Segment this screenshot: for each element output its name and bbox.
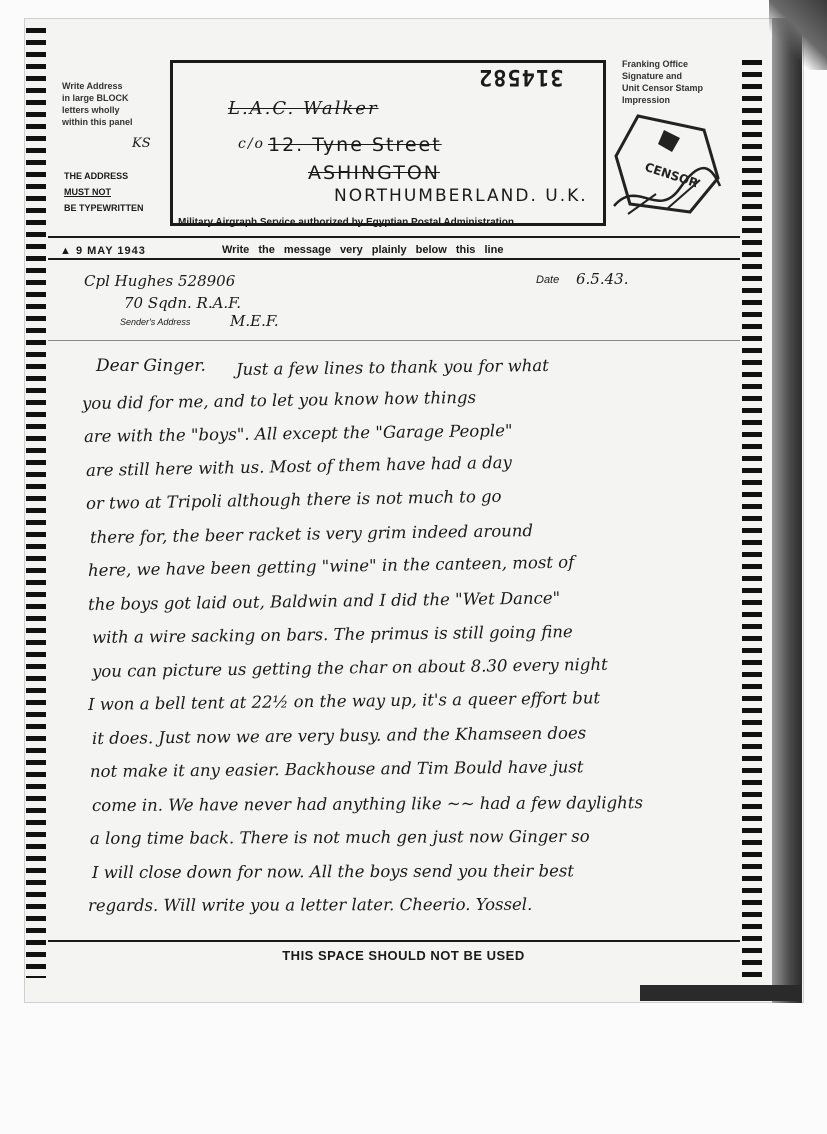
sender-unit: 70 Sqdn. R.A.F. [124,294,242,312]
reserved-space-text: THIS SPACE SHOULD NOT BE USED [282,948,525,963]
warning-line: BE TYPEWRITTEN [64,203,144,213]
date-label: Date [536,274,560,286]
typewriter-warning [64,168,144,216]
date-stamp [60,245,146,257]
write-instruction: Write the message very plainly below this line [222,244,504,256]
letter-date: 6.5.43. [576,270,629,288]
letter-line: or two at Tripoli although there is not much to go [85,486,502,513]
letter-line: are still here with us. Most of them have had a day [85,452,513,480]
authority-line: Military Airgraph Service authorized by Egyptian Postal Administration [178,217,514,228]
stamp-text: CENSOR [643,159,700,191]
address-instruction-line: in large BLOCK [62,93,129,103]
salutation: Dear Ginger. [96,356,206,376]
scan-shadow-corner [769,0,827,70]
censor-stamp [608,108,726,226]
sender-name: Cpl Hughes 528906 [84,272,236,290]
letter-line: you can picture us getting the char on about 8.30 every night [91,654,608,681]
letter-line: regards. Will write you a letter later. Cheerio. Yossel. [87,894,533,915]
franking-line: Impression [622,95,671,105]
perforation-strip-right [742,60,762,980]
warning-line: MUST NOT [64,187,111,197]
letter-line: not make it any easier. Backhouse and Tim Bould have just [89,757,584,781]
form-divider [48,940,740,942]
letter-line: here, we have been getting "wine" in the canteen, most of [87,552,575,580]
address-instruction [62,80,133,128]
address-line-town: ASHINGTON [308,162,440,184]
warning-line: THE ADDRESS [64,171,129,181]
perforation-strip-left [26,28,46,978]
letter-line: come in. We have never had anything like ~~ had a few daylights [91,792,643,815]
scan-shadow-right [772,18,802,1003]
sender-address-caption: Sender's Address [120,317,191,327]
letter-line: Just a few lines to thank you for what [235,355,549,379]
address-instruction-line: Write Address [62,81,123,91]
letter-line: you did for me, and to let you know how things [81,387,477,413]
letter-line: the boys got laid out, Baldwin and I did the "Wet Dance" [87,587,561,614]
address-instruction-line: within this panel [62,117,133,127]
scan-shadow-bottom [640,985,802,1001]
letter-line: it does. Just now we are very busy. and the Khamseen does [91,722,587,748]
reserved-space-notice [0,948,827,963]
address-care-of: c/o [238,136,265,152]
franking-line: Signature and [622,71,683,81]
form-divider [48,258,740,260]
franking-instruction [622,58,703,106]
address-line-county: NORTHUMBERLAND. U.K. [334,186,588,206]
address-line-name: L.A.C. Walker [228,98,379,119]
sender-station: M.E.F. [230,312,279,330]
letter-line: with a wire sacking on bars. The primus is still going fine [91,622,573,647]
address-line-street: 12. Tyne Street [268,134,442,156]
handwritten-initials: KS [132,136,151,151]
letter-line: are with the "boys". All except the "Garage People" [83,421,513,446]
letter-line: a long time back. There is not much gen just now Ginger so [89,826,590,848]
date-stamp-value: 9 MAY 1943 [75,245,146,257]
address-instruction-line: letters wholly [62,105,120,115]
serial-number: 314582 [478,64,564,89]
delta-icon: ▲ [60,245,76,257]
franking-line: Unit Censor Stamp [622,83,704,93]
letter-line: there for, the beer racket is very grim indeed around [89,520,534,547]
letter-line: I will close down for now. All the boys send you their best [91,860,574,882]
form-divider [48,340,740,341]
form-divider [48,236,740,238]
franking-line: Franking Office [622,59,689,69]
letter-line: I won a bell tent at 22½ on the way up, it's a queer effort but [87,688,601,714]
